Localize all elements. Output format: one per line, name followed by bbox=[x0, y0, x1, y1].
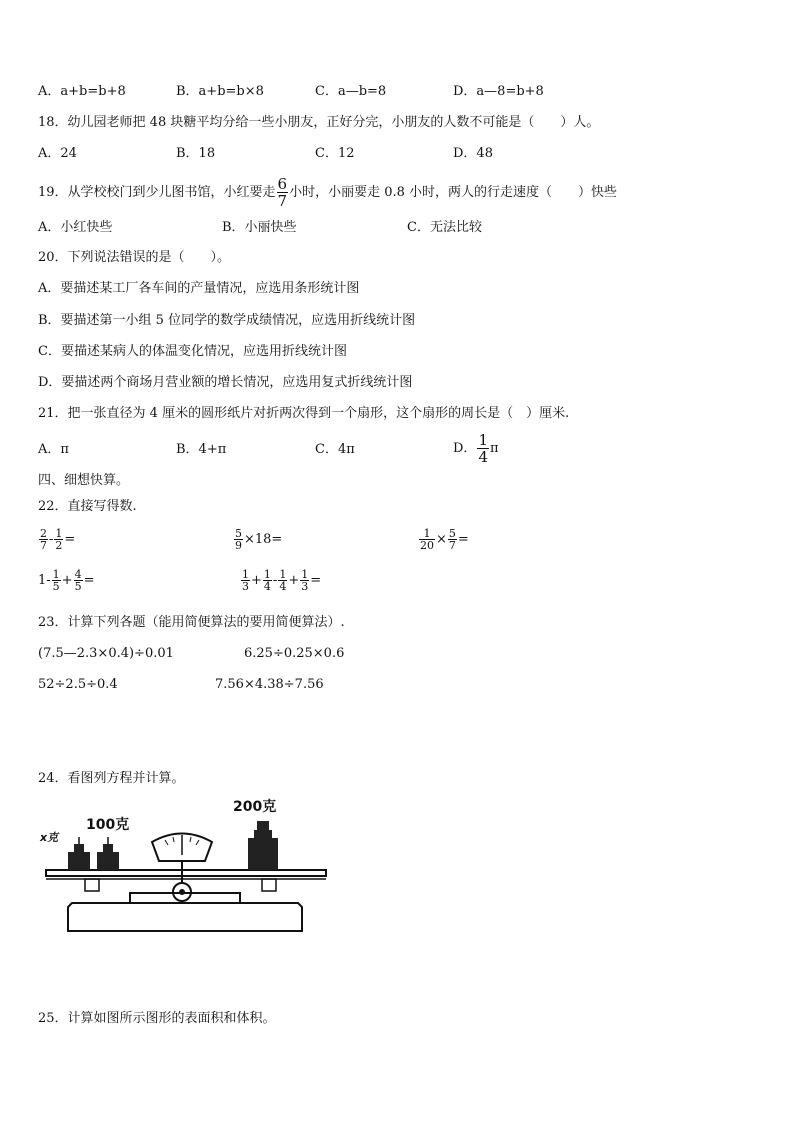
q21-option-d-prefix: D． bbox=[453, 441, 477, 456]
q19-stem bbox=[38, 176, 617, 209]
q22-expr-3: $\frac{1}{20}$ × $\frac{5}{7}$ = bbox=[420, 527, 469, 552]
q17-option-a: A．a+b=b+8 bbox=[38, 84, 126, 99]
q19-stem-b: 小时，小丽要走 0.8 小时，两人的行走速度（ ）快些 bbox=[289, 185, 618, 200]
q17-option-d: D．a—8=b+8 bbox=[453, 84, 544, 99]
q21-d-den: 4 bbox=[478, 448, 488, 466]
q24-stem: 24．看图列方程并计算。 bbox=[38, 771, 185, 786]
q19-option-c: C．无法比较 bbox=[407, 220, 482, 235]
q20-option-b: B．要描述第一小组 5 位同学的数学成绩情况，应选用折线统计图 bbox=[38, 313, 416, 328]
balance-scale-drawing bbox=[40, 795, 330, 940]
q21-option-d-suffix: π bbox=[489, 441, 499, 456]
q23-item-4: 7.56×4.38÷7.56 bbox=[215, 677, 324, 692]
weight-label-200: 200克 bbox=[233, 799, 277, 815]
weight-label-x: x克 bbox=[40, 831, 59, 844]
q19-stem-a: 19．从学校校门到少儿图书馆，小红要走 bbox=[38, 185, 276, 200]
q19-fraction bbox=[277, 176, 289, 209]
q21-d-num: 1 bbox=[478, 431, 488, 449]
q18-option-b: B．18 bbox=[176, 146, 216, 161]
q20-option-a: A．要描述某工厂各车间的产量情况，应选用条形统计图 bbox=[38, 281, 360, 296]
q18-stem: 18．幼儿园老师把 48 块糖平均分给一些小朋友，正好分完，小朋友的人数不可能是（ ）人。 bbox=[38, 115, 600, 130]
q19-frac-den: 7 bbox=[277, 192, 288, 210]
q18-option-a: A．24 bbox=[38, 146, 77, 161]
q21-option-a: A．π bbox=[38, 442, 69, 457]
q20-option-c: C．要描述某病人的体温变化情况，应选用折线统计图 bbox=[38, 344, 347, 359]
q21-stem: 21．把一张直径为 4 厘米的圆形纸片对折两次得到一个扇形，这个扇形的周长是（ ）厘米. bbox=[38, 406, 570, 421]
q23-item-1: (7.5—2.3×0.4)÷0.01 bbox=[38, 646, 174, 661]
q21-option-b: B．4+π bbox=[176, 442, 227, 457]
q23-item-3: 52÷2.5÷0.4 bbox=[38, 677, 118, 692]
q18-option-d: D．48 bbox=[453, 146, 493, 161]
section-heading: 四、细想快算。 bbox=[38, 473, 130, 488]
q22-expr-2: $\frac{5}{9}$ ×18= bbox=[235, 527, 283, 552]
q22-expr-5: $\frac{1}{3}$ + $\frac{1}{4}$ - $\frac{1}{4}$ + $\frac{1}{3}$ = bbox=[242, 568, 322, 593]
q23-item-2: 6.25÷0.25×0.6 bbox=[244, 646, 345, 661]
q18-option-c: C．12 bbox=[315, 146, 355, 161]
weight-label-100: 100克 bbox=[86, 817, 130, 833]
balance-scale-figure bbox=[40, 795, 330, 940]
q17-option-c: C．a—b=8 bbox=[315, 84, 387, 99]
q22-expr-1: $\frac{2}{7}$ - $\frac{1}{2}$ = bbox=[40, 527, 76, 552]
q22-expr-4: 1- $\frac{1}{5}$ + $\frac{4}{5}$ = bbox=[38, 568, 95, 593]
q21-option-d bbox=[453, 432, 499, 465]
q20-option-d: D．要描述两个商场月营业额的增长情况，应选用复式折线统计图 bbox=[38, 375, 413, 390]
q20-stem: 20．下列说法错误的是（ ）。 bbox=[38, 250, 231, 265]
q23-stem: 23．计算下列各题（能用简便算法的要用简便算法）. bbox=[38, 615, 345, 630]
q17-option-b: B．a+b=b×8 bbox=[176, 84, 264, 99]
q19-option-a: A．小红快些 bbox=[38, 220, 113, 235]
q22-stem: 22．直接写得数. bbox=[38, 499, 137, 514]
q19-option-b: B．小丽快些 bbox=[222, 220, 297, 235]
q21-option-c: C．4π bbox=[315, 442, 355, 457]
q21-option-d-fraction bbox=[477, 432, 489, 465]
q19-frac-num: 6 bbox=[277, 175, 288, 193]
q25-stem: 25．计算如图所示图形的表面积和体积。 bbox=[38, 1011, 276, 1026]
